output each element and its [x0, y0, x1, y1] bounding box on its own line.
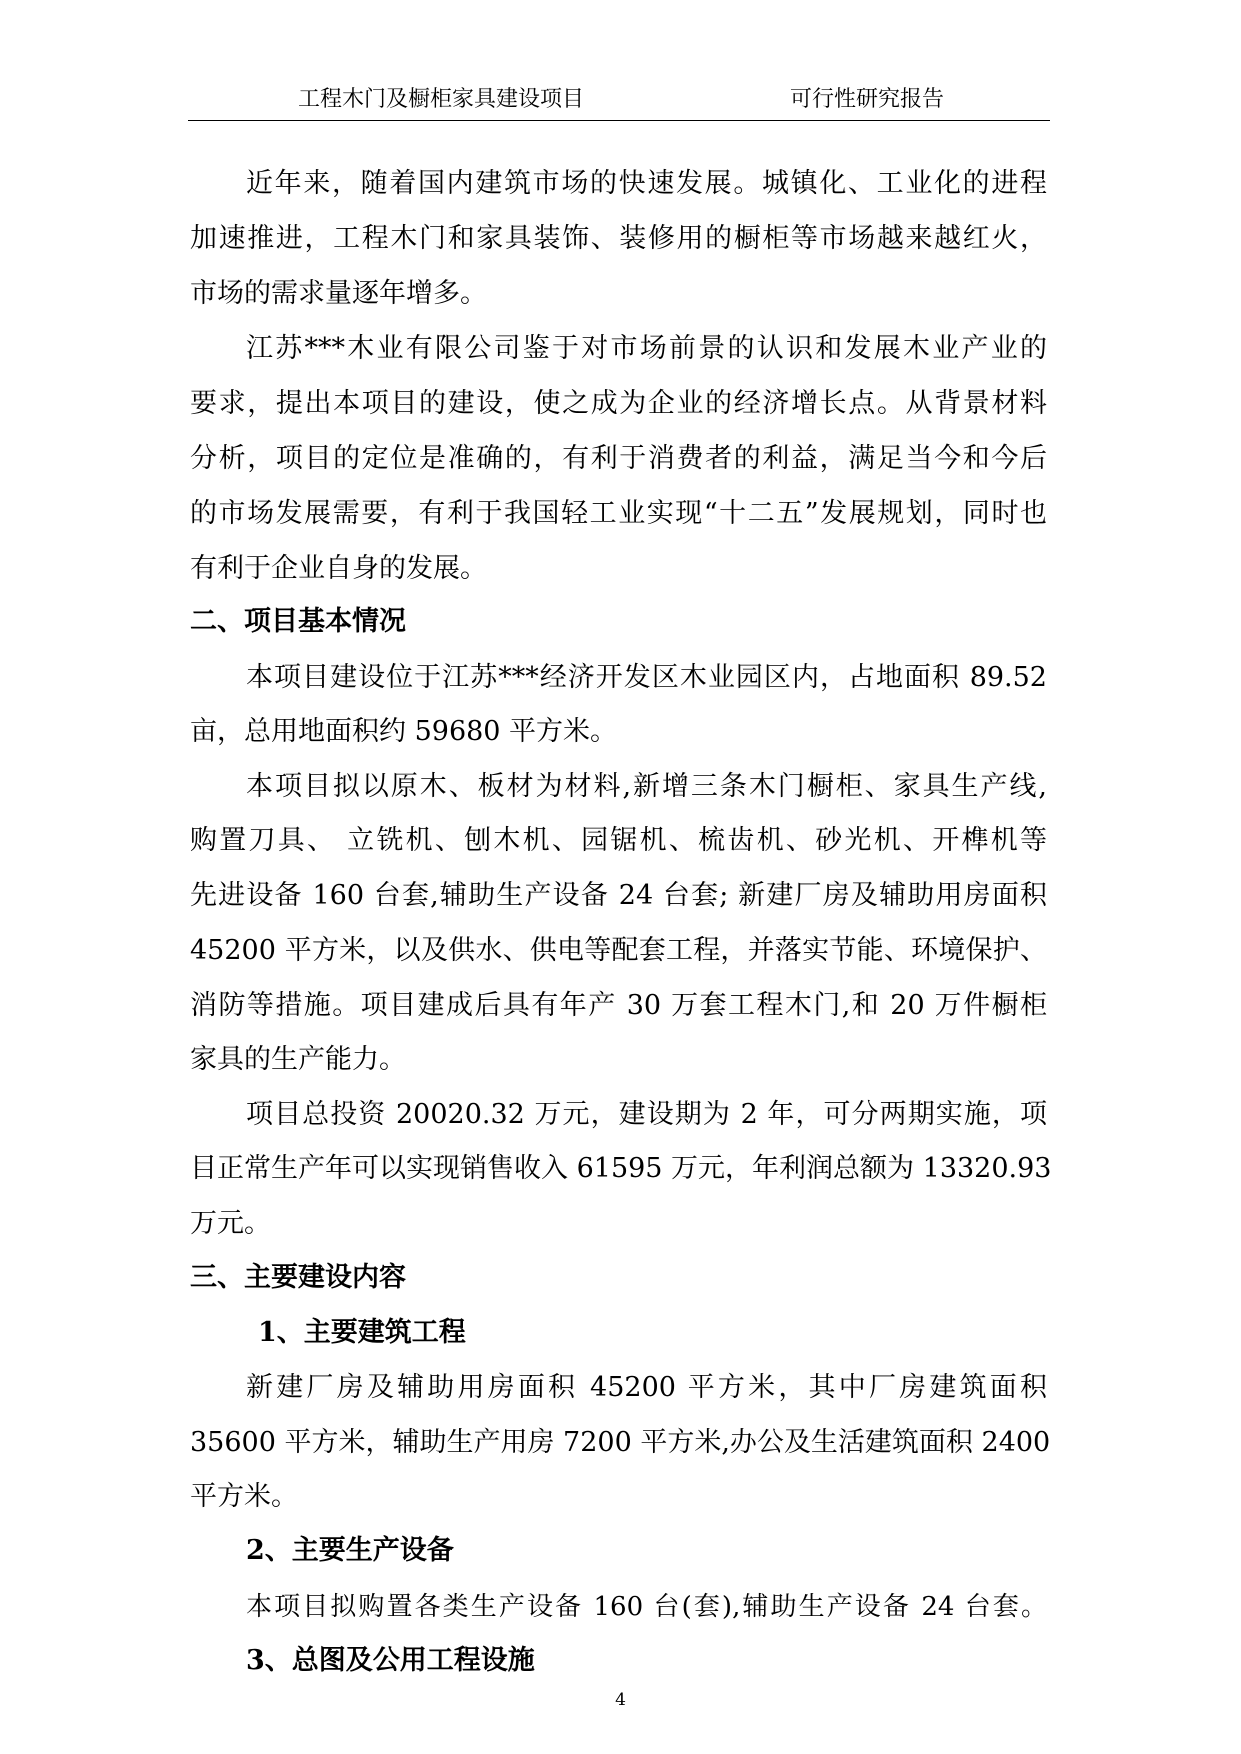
body-line: 要求，提出本项目的建设，使之成为企业的经济增长点。从背景材料 — [190, 388, 1047, 419]
subsection-heading: 1、主要建筑工程 — [258, 1317, 466, 1348]
body-line: 消防等措施。项目建成后具有年产 30 万套工程木门,和 20 万件橱柜 — [190, 990, 1047, 1021]
body-line: 市场的需求量逐年增多。 — [190, 278, 487, 309]
body-line: 家具的生产能力。 — [190, 1044, 406, 1075]
subsection-heading: 3、总图及公用工程设施 — [246, 1645, 535, 1676]
body-line: 购置刀具、 立铣机、刨木机、园锯机、梳齿机、砂光机、开榫机等 — [190, 825, 1047, 856]
body-line: 分析，项目的定位是准确的，有利于消费者的利益，满足当今和今后 — [190, 443, 1047, 474]
body-line: 目正常生产年可以实现销售收入 61595 万元，年利润总额为 13320.93 — [190, 1153, 1052, 1184]
body-line: 45200 平方米，以及供水、供电等配套工程，并落实节能、环境保护、 — [190, 935, 1047, 966]
body-line: 有利于企业自身的发展。 — [190, 553, 487, 584]
body-line: 江苏***木业有限公司鉴于对市场前景的认识和发展木业产业的 — [246, 333, 1047, 364]
body-line: 新建厂房及辅助用房面积 45200 平方米，其中厂房建筑面积 — [246, 1372, 1047, 1403]
body-line: 万元。 — [190, 1208, 271, 1239]
body-line: 本项目拟以原木、板材为材料,新增三条木门橱柜、家具生产线, — [246, 771, 1047, 802]
body-line: 加速推进，工程木门和家具装饰、装修用的橱柜等市场越来越红火， — [190, 223, 1047, 254]
body-line: 35600 平方米，辅助生产用房 7200 平方米,办公及生活建筑面积 2400 — [190, 1427, 1051, 1458]
body-line: 亩，总用地面积约 59680 平方米。 — [190, 716, 618, 747]
section-heading: 二、项目基本情况 — [190, 606, 406, 637]
body-line: 本项目建设位于江苏***经济开发区木业园区内，占地面积 89.52 — [246, 662, 1047, 693]
subsection-heading: 2、主要生产设备 — [246, 1535, 454, 1566]
body-line: 近年来，随着国内建筑市场的快速发展。城镇化、工业化的进程 — [246, 168, 1047, 199]
body-line: 本项目拟购置各类生产设备 160 台(套),辅助生产设备 24 台套。 — [246, 1592, 1047, 1622]
header-report-type: 可行性研究报告 — [790, 87, 945, 112]
page-number: 4 — [615, 1690, 626, 1710]
header-divider — [188, 120, 1050, 121]
body-line: 平方米。 — [190, 1481, 298, 1512]
body-line: 项目总投资 20020.32 万元，建设期为 2 年，可分两期实施，项 — [246, 1099, 1047, 1130]
body-line: 先进设备 160 台套,辅助生产设备 24 台套; 新建厂房及辅助用房面积 — [190, 880, 1047, 911]
body-line: 的市场发展需要，有利于我国轻工业实现“十二五”发展规划，同时也 — [190, 498, 1047, 529]
section-heading: 三、主要建设内容 — [190, 1262, 406, 1293]
header-project-title: 工程木门及橱柜家具建设项目 — [298, 87, 585, 112]
